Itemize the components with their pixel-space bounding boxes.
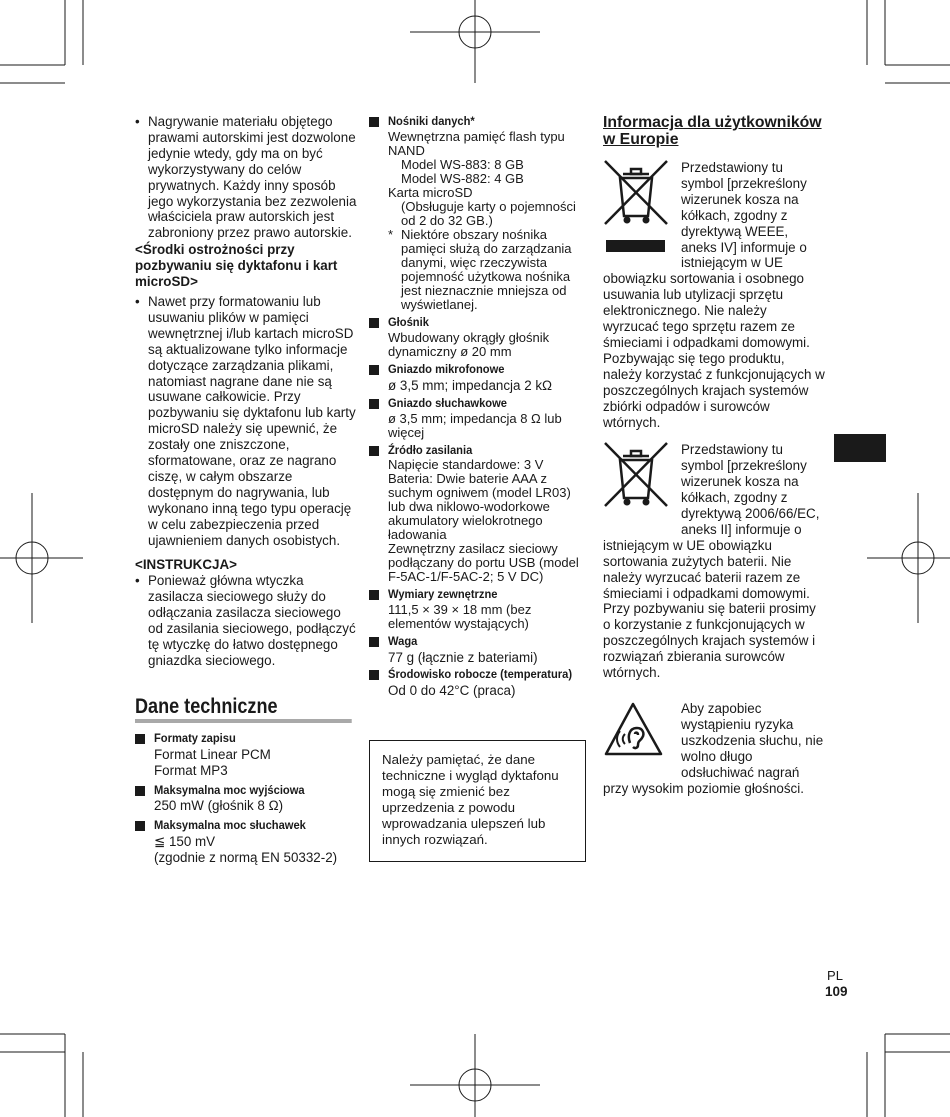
spec-value: Format MP3	[154, 762, 228, 778]
column-2	[369, 114, 591, 699]
spec-label: Maksymalna moc słuchawek	[154, 818, 306, 833]
weee-bin-icon	[603, 160, 669, 262]
precautions-heading: <Środki ostrożności przy pozbywaniu się dyktafonu i kart microSD>	[135, 242, 338, 290]
spec-formats	[135, 731, 357, 779]
spec-footnote: * Niektóre obszary nośnika pamięci służą do zarządzania danymi, więc rzeczywista pojemność użytkowa nośnika jest nieznacznie mniejsza od wyświetlanej.	[388, 228, 591, 312]
instrukcja-heading: <INSTRUKCJA>	[135, 557, 237, 573]
spec-value: Od 0 do 42°C (praca)	[388, 683, 516, 699]
bullet-plug: • Ponieważ główna wtyczka zasilacza sieciowego służy do odłączania zasilacza sieciowego od zasilania sieciowego, podłączyć tę wtyczkę do łatwo dostępnego gniazdka sieciowego.	[135, 573, 357, 668]
spec-value: 250 mW (głośnik 8 Ω)	[154, 798, 284, 814]
spec-dimensions	[369, 587, 591, 631]
spec-headphone-jack	[369, 396, 591, 440]
spec-value: Model WS-882: 4 GB	[401, 170, 524, 186]
spec-label: Gniazdo mikrofonowe	[388, 361, 505, 376]
hearing-text: Aby zapobiec wystąpieniu ryzyka uszkodzenia słuchu, nie wolno długo odsłuchiwać nagrań przy wysokim poziomie głośności.	[603, 701, 824, 796]
bullet-format: • Nawet przy formatowaniu lub usuwaniu plików w pamięci wewnętrznej i/lub kartach microSD są aktualizowane tylko informacje dotyczące zarządzania plikami, natomiast nagrane dane nie są usuwane całkowicie. Przy pozbywaniu się dyktafonu lub karty microSD należy się upewnić, że zostały one zniszczone, sformatowane, oraz ze nagrano ciszę, w całym obszarze dostępnym do nagrywania, lub wykonano inną tego typu operację w celu zabezpieczenia przed ujawnieniem danych osobistych.	[135, 294, 357, 549]
spec-value: 111,5 × 39 × 18 mm (bez elementów wystających)	[388, 602, 532, 632]
specs-title: Dane techniczne	[135, 695, 352, 723]
spec-value: Napięcie standardowe: 3 V	[388, 457, 544, 473]
spec-label: Środowisko robocze (temperatura)	[388, 667, 573, 682]
weee-notice	[603, 160, 825, 430]
spec-max-headphone	[135, 818, 357, 866]
spec-value: Model WS-883: 8 GB	[401, 156, 524, 172]
weee-text: Przedstawiony tu symbol [przekreślony wizerunek kosza na kółkach, zgodny z dyrektywą WEEE, aneks IV] informuje o istniejącym w UE obowiązku sortowania i osobnego usuwania lub utylizacji sprzętu elektronicznego. Nie należy wyrzucać tego sprzętu razem ze śmieciami i odpadkami domowymi. Pozbywając się tego produktu, należy korzystać z funkcjonujących w poszczególnych krajach systemów zbiórki odpadów i surowców wtórnych.	[603, 160, 825, 430]
battery-text: Przedstawiony tu symbol [przekreślony wizerunek kosza na kółkach, zgodny z dyrektywą 2006/66/EC, aneks II] informuje o istniejącym w UE obowiązku sortowania zużytych baterii. Nie należy wyrzucać baterii razem ze śmieciami i odpadkami domowymi. Przy pozbywaniu się baterii prosimy o korzystanie z funkcjonujących w poszczególnych krajach systemów i rozwiązań zbierania surowców wtórnych.	[603, 442, 820, 681]
spec-value: Wbudowany okrągły głośnik dynamiczny ø 20 mm	[388, 329, 550, 359]
spec-label: Głośnik	[388, 314, 429, 329]
spec-value: Format Linear PCM	[154, 746, 271, 762]
page-number: 109	[825, 984, 848, 999]
column-3	[603, 114, 825, 796]
hearing-warning	[603, 701, 825, 796]
battery-notice	[603, 442, 825, 681]
spec-power	[369, 443, 591, 585]
spec-value: Karta microSD	[388, 184, 473, 200]
hearing-warning-icon	[603, 701, 669, 771]
eu-info-title: Informacja dla użytkowników w Europie	[603, 114, 822, 148]
spec-value: Zewnętrzny zasilacz sieciowy podłączany do portu USB (model F-5AC-1/F-5AC-2; 5 V DC)	[388, 541, 579, 585]
column-1	[135, 114, 357, 866]
spec-value: ø 3,5 mm; impedancja 2 kΩ	[388, 377, 553, 393]
spec-value: 77 g (łącznie z bateriami)	[388, 650, 538, 666]
spec-value: ø 3,5 mm; impedancja 8 Ω lub więcej	[388, 410, 562, 440]
spec-weight	[369, 634, 591, 666]
spec-label: Maksymalna moc wyjściowa	[154, 782, 305, 797]
language-code: PL	[827, 968, 843, 983]
spec-label: Gniazdo słuchawkowe	[388, 395, 507, 410]
spec-label: Wymiary zewnętrzne	[388, 587, 498, 602]
spec-value: Bateria: Dwie baterie AAA z suchym ogniwem (model LR03) lub dwa niklowo-wodorkowe akumulatory wielokrotnego ładowania	[388, 471, 571, 543]
specs-change-note: Należy pamiętać, że dane techniczne i wygląd dyktafonu mogą się zmienić bez uprzedzenia z powodu wprowadzania ulepszeń lub innych rozwiązań.	[369, 740, 586, 862]
spec-label: Źródło zasilania	[388, 442, 473, 457]
spec-media	[369, 114, 591, 312]
spec-value: (Obsługuje karty o pojemności od 2 do 32 GB.)	[401, 198, 576, 228]
page-footer	[825, 968, 848, 1000]
spec-max-output	[135, 783, 357, 815]
spec-speaker	[369, 315, 591, 359]
battery-bin-icon	[603, 442, 669, 524]
spec-value: ≦ 150 mV	[154, 834, 216, 850]
spec-mic	[369, 362, 591, 394]
section-tab-marker	[834, 434, 886, 462]
spec-temperature	[369, 667, 591, 699]
spec-label: Waga	[388, 634, 418, 649]
spec-label: Formaty zapisu	[154, 730, 236, 745]
spec-value: Wewnętrzna pamięć flash typu NAND	[388, 128, 565, 158]
spec-label: Nośniki danych*	[388, 114, 475, 128]
spec-value: (zgodnie z normą EN 50332-2)	[154, 850, 338, 866]
bullet-copyright: • Nagrywanie materiału objętego prawami autorskimi jest dozwolone jedynie wtedy, gdy ma on być wykorzystywany do celów prywatnych. Każdy inny sposób jego wykorzystania bez zezwolenia właściciela praw autorskich jest zabroniony przez prawo autorskie.	[135, 114, 357, 241]
